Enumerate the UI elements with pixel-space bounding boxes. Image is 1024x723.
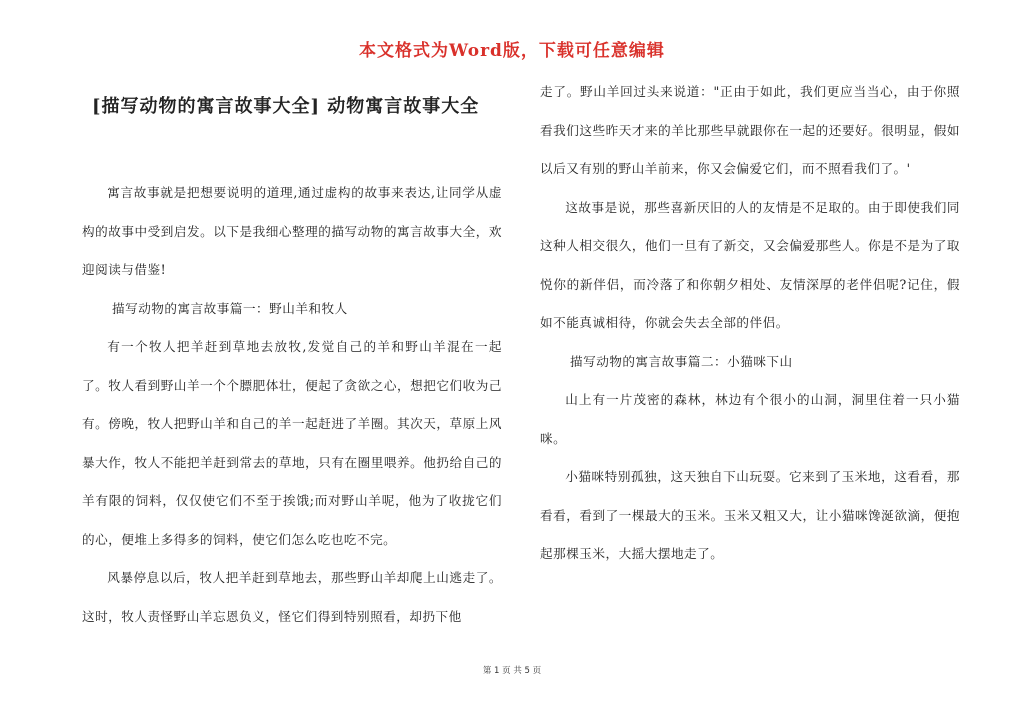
story1-paragraph-continued: 走了。野山羊回过头来说道："正由于如此，我们更应当当心，由于你照看我们这些昨天才来的羊比那些早就跟你在一起的还要好。很明显，假如以后又有别的野山羊前来，你又会偏爱它们，而不照看我们了。' <box>540 84 960 176</box>
page-number-footer: 第 1 页 共 5 页 <box>482 666 542 676</box>
story1-paragraph-2: 风暴停息以后，牧人把羊赶到草地去，那些野山羊却爬上山逃走了。这时，牧人责怪野山羊忘恩负义，怪它们得到特别照看，却扔下他 <box>82 570 502 624</box>
story-heading-1: 描写动物的寓言故事篇一：野山羊和牧人 <box>112 300 348 316</box>
right-column <box>540 73 960 574</box>
story1-paragraph-1: 有一个牧人把羊赶到草地去放牧,发觉自己的羊和野山羊混在一起了。牧人看到野山羊一个个膘肥体壮，便起了贪欲之心，想把它们收为己有。傍晚，牧人把野山羊和自己的羊一起赶进了羊圈。其次天，草原上风暴大作，牧人不能把羊赶到常去的草地，只有在圈里喂养。他扔给自己的羊有限的饲料，仅仅使它们不至于挨饿;而对野山羊呢，他为了收拢它们的心，便堆上多得多的饲料，使它们怎么吃也吃不完。 <box>82 339 502 547</box>
document-title: [描写动物的寓言故事大全] 动物寓言故事大全 <box>92 96 480 117</box>
story2-paragraph-2: 小猫咪特别孤独，这天独自下山玩耍。它来到了玉米地，这看看，那看看，看到了一棵最大的玉米。玉米又粗又大，让小猫咪馋涎欲滴，便抱起那棵玉米，大摇大摆地走了。 <box>540 469 960 561</box>
story-heading-2: 描写动物的寓言故事篇二：小猫咪下山 <box>570 353 793 369</box>
intro-paragraph: 寓言故事就是把想要说明的道理,通过虚构的故事来表达,让同学从虚构的故事中受到启发。以下是我细心整理的描写动物的寓言故事大全，欢迎阅读与借鉴! <box>82 185 502 277</box>
story2-paragraph-1: 山上有一片茂密的森林，林边有个很小的山洞，洞里住着一只小猫咪。 <box>540 392 960 446</box>
left-column <box>82 80 502 636</box>
word-format-banner: 本文格式为Word版，下载可任意编辑 <box>359 41 665 61</box>
story1-moral-paragraph: 这故事是说，那些喜新厌旧的人的友情是不足取的。由于即使我们同这种人相交很久，他们一旦有了新交，又会偏爱那些人。你是不是为了取悦你的新伴侣，而冷落了和你朝夕相处、友情深厚的老伴侣呢?记住，假如不能真诚相待，你就会失去全部的伴侣。 <box>540 199 960 330</box>
